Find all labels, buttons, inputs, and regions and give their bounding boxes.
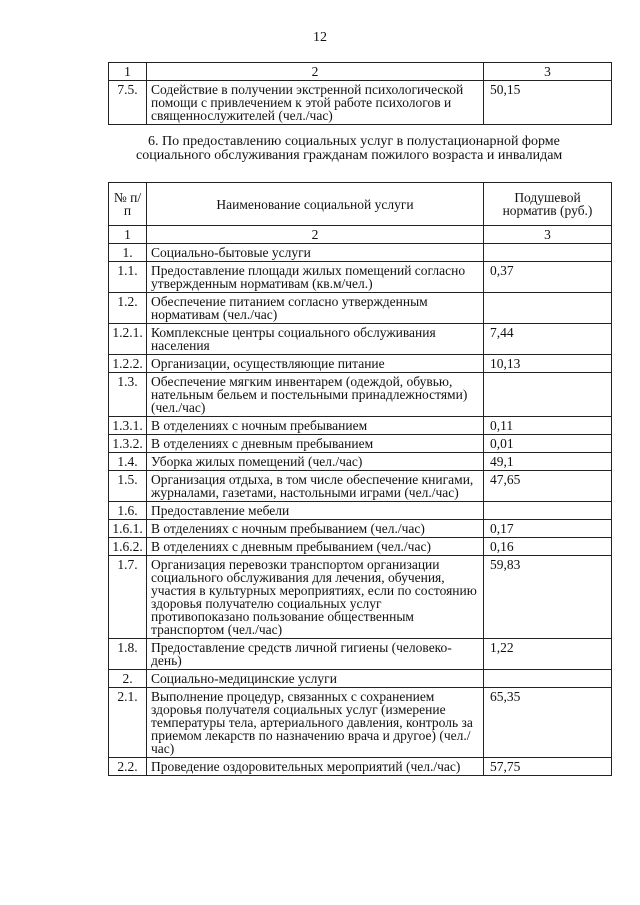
service-name: Организации, осуществляющие питание <box>147 355 484 373</box>
header-num: № п/п <box>109 183 147 226</box>
continuation-table <box>108 62 612 125</box>
table-row <box>109 639 612 670</box>
row-number: 1.4. <box>109 453 147 471</box>
row-number: 1.5. <box>109 471 147 502</box>
service-name: Обеспечение мягким инвентарем (одеждой, обувью, нательным бельем и постельными принадлежностями) (чел./час) <box>147 373 484 417</box>
service-name: Предоставление средств личной гигиены (человеко-день) <box>147 639 484 670</box>
row-number: 1.3. <box>109 373 147 417</box>
table-row <box>109 471 612 502</box>
service-name: В отделениях с ночным пребыванием (чел./час) <box>147 520 484 538</box>
service-value: 47,65 <box>484 471 612 502</box>
table-row <box>109 758 612 776</box>
table-row <box>109 670 612 688</box>
service-value: 59,83 <box>484 556 612 639</box>
service-name: Обеспечение питанием согласно утвержденным нормативам (чел./час) <box>147 293 484 324</box>
service-value <box>484 373 612 417</box>
table-row <box>109 417 612 435</box>
row-number: 2. <box>109 670 147 688</box>
service-name: Предоставление площади жилых помещений согласно утвержденным нормативам (кв.м/чел.) <box>147 262 484 293</box>
row-number: 2.2. <box>109 758 147 776</box>
table-row <box>109 538 612 556</box>
table-row <box>109 453 612 471</box>
row-number: 1.2.1. <box>109 324 147 355</box>
row-number: 1.2. <box>109 293 147 324</box>
section-title <box>136 135 606 162</box>
column-number: 3 <box>484 63 612 81</box>
service-value: 50,15 <box>484 81 612 125</box>
service-value: 0,16 <box>484 538 612 556</box>
table-row <box>109 435 612 453</box>
table-row <box>109 688 612 758</box>
row-number: 1.2.2. <box>109 355 147 373</box>
service-name: Выполнение процедур, связанных с сохранением здоровья получателя социальных услуг (измерение температуры тела, артериального давления, контроль за приемом лекарств по назначению врача и другое) (чел./час) <box>147 688 484 758</box>
table-row <box>109 373 612 417</box>
service-value <box>484 502 612 520</box>
header-name: Наименование социальной услуги <box>147 183 484 226</box>
service-name: В отделениях с дневным пребыванием <box>147 435 484 453</box>
table-row <box>109 81 612 125</box>
service-name: Социально-бытовые услуги <box>147 244 484 262</box>
column-number: 3 <box>484 226 612 244</box>
row-number: 1.6.2. <box>109 538 147 556</box>
service-name: Организация отдыха, в том числе обеспечение книгами, журналами, газетами, настольными играми (чел./час) <box>147 471 484 502</box>
table-row <box>109 244 612 262</box>
service-value <box>484 670 612 688</box>
row-number: 1. <box>109 244 147 262</box>
row-number: 1.1. <box>109 262 147 293</box>
table-header-row <box>109 183 612 226</box>
service-value: 7,44 <box>484 324 612 355</box>
column-number: 1 <box>109 226 147 244</box>
service-name: Комплексные центры социального обслуживания населения <box>147 324 484 355</box>
table-row <box>109 324 612 355</box>
service-value: 49,1 <box>484 453 612 471</box>
table-row <box>109 556 612 639</box>
service-name: Содействие в получении экстренной психологической помощи с привлечением к этой работе психологов и священнослужителей (чел./час) <box>147 81 484 125</box>
row-number: 1.7. <box>109 556 147 639</box>
service-name: В отделениях с ночным пребыванием <box>147 417 484 435</box>
service-value: 0,17 <box>484 520 612 538</box>
row-number: 1.3.2. <box>109 435 147 453</box>
page-number: 12 <box>313 30 327 45</box>
row-number: 1.3.1. <box>109 417 147 435</box>
column-number-row <box>109 63 612 81</box>
table-row <box>109 502 612 520</box>
table-row <box>109 262 612 293</box>
service-value: 0,11 <box>484 417 612 435</box>
table-row <box>109 293 612 324</box>
table-row <box>109 355 612 373</box>
service-value <box>484 293 612 324</box>
service-name: Проведение оздоровительных мероприятий (чел./час) <box>147 758 484 776</box>
service-name: Социально-медицинские услуги <box>147 670 484 688</box>
row-number: 7.5. <box>109 81 147 125</box>
row-number: 2.1. <box>109 688 147 758</box>
column-number-row <box>109 226 612 244</box>
header-value: Подушевой норматив (руб.) <box>484 183 612 226</box>
row-number: 1.8. <box>109 639 147 670</box>
service-value <box>484 244 612 262</box>
service-name: Организация перевозки транспортом организации социального обслуживания для лечения, обучения, участия в культурных мероприятиях, если по состоянию здоровья получателю социальных услуг противопоказано пользование общественным транспортом (чел./час) <box>147 556 484 639</box>
service-value: 65,35 <box>484 688 612 758</box>
service-name: Предоставление мебели <box>147 502 484 520</box>
column-number: 2 <box>147 226 484 244</box>
row-number: 1.6.1. <box>109 520 147 538</box>
service-value: 1,22 <box>484 639 612 670</box>
service-name: В отделениях с дневным пребыванием (чел./час) <box>147 538 484 556</box>
column-number: 2 <box>147 63 484 81</box>
service-value: 57,75 <box>484 758 612 776</box>
row-number: 1.6. <box>109 502 147 520</box>
column-number: 1 <box>109 63 147 81</box>
service-value: 0,37 <box>484 262 612 293</box>
service-name: Уборка жилых помещений (чел./час) <box>147 453 484 471</box>
section-title-text: 6. По предоставлению социальных услуг в полустационарной форме социального обслуживания гражданам пожилого возраста и инвалидам <box>136 134 563 163</box>
service-value: 0,01 <box>484 435 612 453</box>
services-table <box>108 182 612 776</box>
table-row <box>109 520 612 538</box>
service-value: 10,13 <box>484 355 612 373</box>
